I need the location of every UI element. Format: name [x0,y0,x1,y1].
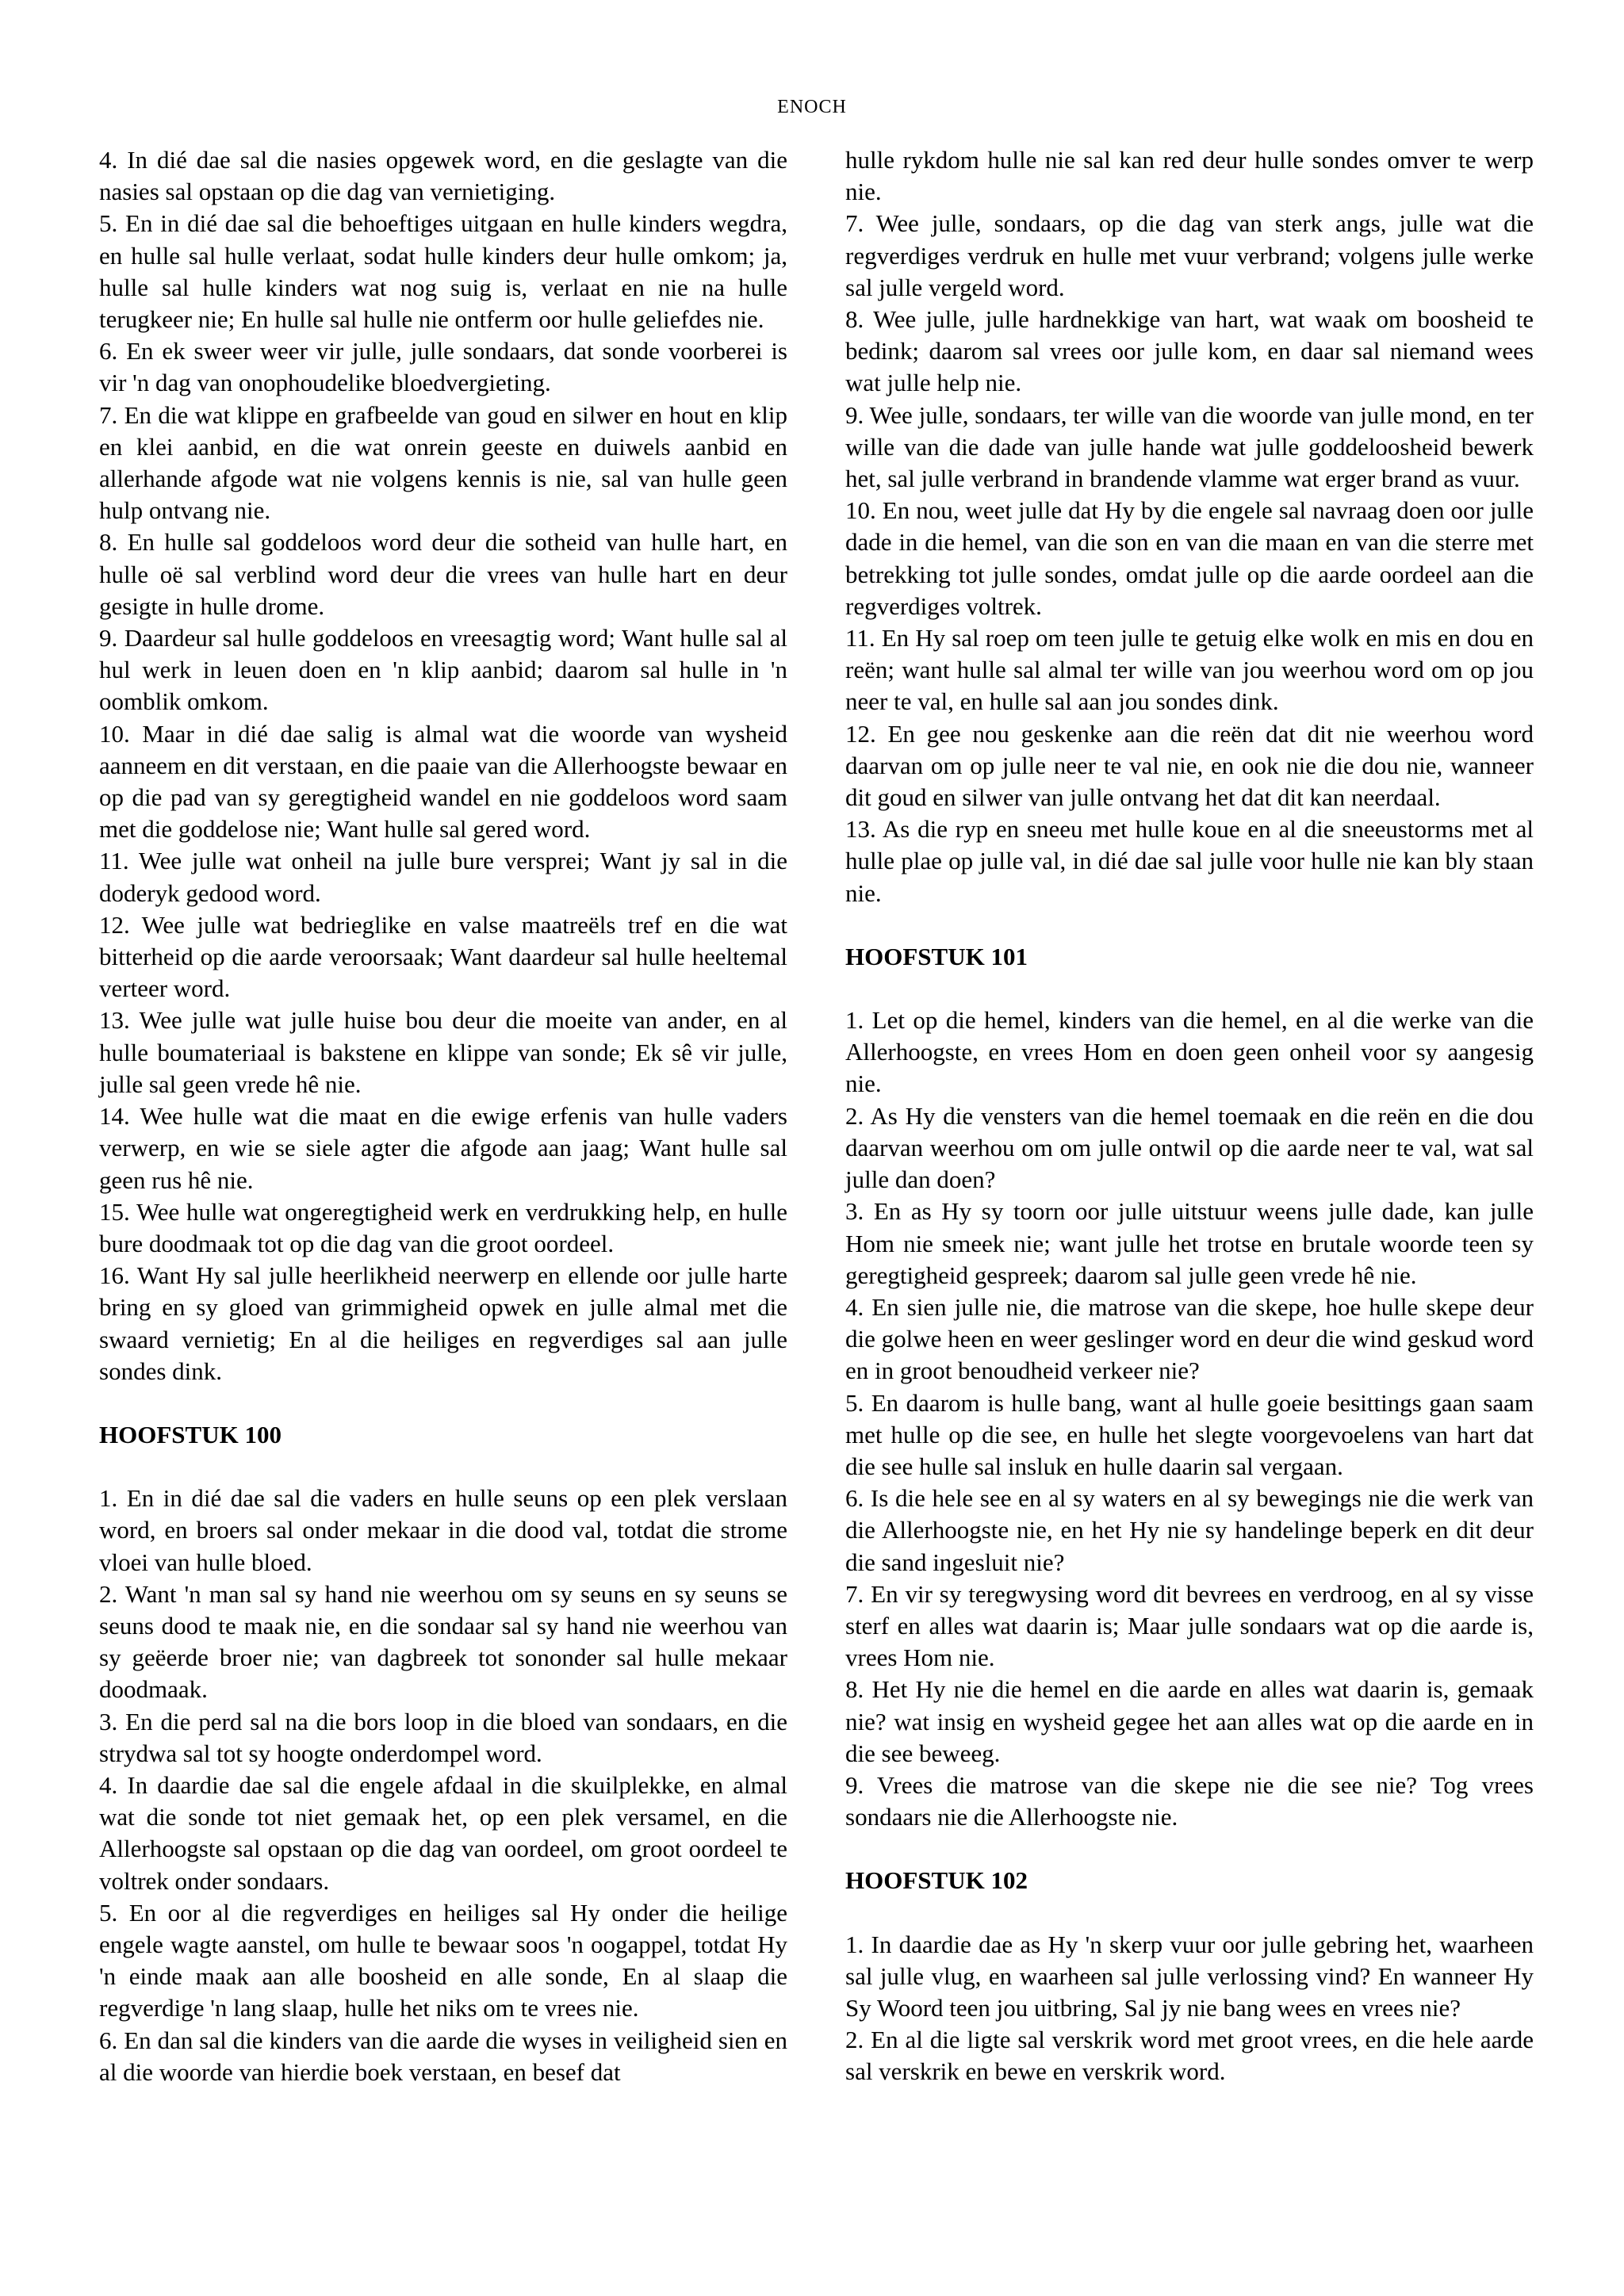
verse-paragraph: 13. As die ryp en sneeu met hulle koue en al die sneeustorms met al hulle plae op julle val, in dié dae sal julle voor hulle nie kan bly staan nie. [845,815,1534,907]
verse-paragraph: 16. Want Hy sal julle heerlikheid neerwerp en ellende oor julle harte bring en sy gloed van grimmigheid opwek en julle almal met die swaard vernietig; En al die heiliges en regverdiges sal aan julle sondes dink. [99,1261,787,1385]
verse-paragraph: 3. En die perd sal na die bors loop in die bloed van sondaars, en die strydwa sal tot sy hoogte onderdompel word. [99,1707,787,1767]
verse-paragraph: 3. En as Hy sy toorn oor julle uitstuur weens julle dade, kan julle Hom nie smeek nie; want julle het trotse en brutale woorde teen sy geregtigheid gespreek; daarom sal julle geen vrede hê nie. [845,1197,1534,1289]
chapter-heading-102: HOOFSTUK 102 [845,1866,1028,1895]
verse-paragraph: 4. En sien julle nie, die matrose van die skepe, hoe hulle skepe deur die golwe heen en weer geslinger word en deur die wind geskud word en in groot benoudheid verkeer nie? [845,1292,1534,1385]
right-column [845,144,1534,2088]
verse-paragraph: 10. Maar in dié dae salig is almal wat die woorde van wysheid aanneem en dit verstaan, en die paaie van die Allerhoogste bewaar en op die pad van sy geregtigheid wandel en nie goddeloos word saam met die goddelose nie; Want hulle sal gered word. [99,719,787,844]
verse-paragraph: 7. En vir sy teregwysing word dit bevrees en verdroog, en al sy visse sterf en alles wat daarin is; Maar julle sondaars wat op die aarde is, vrees Hom nie. [845,1579,1534,1672]
verse-paragraph: 7. Wee julle, sondaars, op die dag van sterk angs, julle wat die regverdiges verdruk en hulle met vuur verbrand; volgens julle werke sal julle vergeld word. [845,209,1534,301]
verse-paragraph: 1. Let op die hemel, kinders van die hemel, en al die werke van die Allerhoogste, en vrees Hom en doen geen onheil voor sy aangesig nie. [845,1006,1534,1098]
verse-paragraph: 2. As Hy die vensters van die hemel toemaak en die reën en die dou daarvan weerhou om om julle ontwil op die aarde neer te val, wat sal julle dan doen? [845,1101,1534,1194]
left-column [99,144,787,2088]
verse-paragraph: 12. Wee julle wat bedrieglike en valse maatreëls tref en die wat bitterheid op die aarde veroorsaak; Want daardeur sal hulle heeltemal verteer word. [99,910,787,1003]
running-header: ENOCH [777,97,847,117]
verse-paragraph: 5. En daarom is hulle bang, want al hulle goeie besittings gaan saam met hulle op die see, en hulle het slegte voorgevoelens van hart dat die see hulle sal insluk en hulle daarin sal vergaan. [845,1388,1534,1480]
verse-paragraph: 7. En die wat klippe en grafbeelde van goud en silwer en hout en klip en klei aanbid, en die wat onrein geeste en duiwels aanbid en allerhande afgode wat nie volgens kennis is nie, sal van hulle geen hulp ontvang nie. [99,400,787,525]
verse-paragraph: 6. En dan sal die kinders van die aarde die wyses in veiligheid sien en al die woorde van hierdie boek verstaan, en besef dat [99,2026,787,2086]
verse-paragraph: 10. En nou, weet julle dat Hy by die engele sal navraag doen oor julle dade in die hemel, van die son en van die maan en van die sterre met betrekking tot julle sondes, omdat julle op die aarde oordeel aan die regverdiges voltrek. [845,496,1534,620]
verse-paragraph: 2. En al die ligte sal verskrik word met groot vrees, en die hele aarde sal verskrik en bewe en verskrik word. [845,2026,1534,2086]
verse-paragraph: 14. Wee hulle wat die maat en die ewige erfenis van hulle vaders verwerp, en wie se siele agter die afgode aan jaag; Want hulle sal geen rus hê nie. [99,1102,787,1194]
verse-paragraph: 8. En hulle sal goddeloos word deur die sotheid van hulle hart, en hulle oë sal verblind word deur die vrees van hulle hart en deur gesigte in hulle drome. [99,528,787,620]
verse-paragraph: 11. En Hy sal roep om teen julle te getuig elke wolk en mis en dou en reën; want hulle sal almal ter wille van jou weerhou word om op jou neer te val, en hulle sal aan jou sondes dink. [845,624,1534,716]
verse-paragraph: 9. Vrees die matrose van die skepe nie die see nie? Tog vrees sondaars nie die Allerhoogste nie. [845,1770,1534,1831]
verse-paragraph: 8. Wee julle, julle hardnekkige van hart, wat waak om boosheid te bedink; daarom sal vrees oor julle kom, en daar sal niemand wees wat julle help nie. [845,305,1534,397]
verse-paragraph: 5. En in dié dae sal die behoeftiges uitgaan en hulle kinders wegdra, en hulle sal hulle verlaat, sodat hulle kinders deur hulle omkom; ja, hulle sal hulle kinders wat nog suig is, verlaat en nie na hulle terugkeer nie; En hulle sal hulle nie ontferm oor hulle geliefdes nie. [99,209,787,334]
verse-paragraph: 5. En oor al die regverdiges en heiliges sal Hy onder die heilige engele wagte aanstel, om hulle te bewaar soos 'n oogappel, totdat Hy 'n einde maak aan alle boosheid en alle sonde, En al slaap die regverdige 'n lang slaap, hulle het niks om te vrees nie. [99,1898,787,2022]
verse-paragraph: 1. En in dié dae sal die vaders en hulle seuns op een plek verslaan word, en broers sal onder mekaar in die dood val, totdat die strome vloei van hulle bloed. [99,1484,787,1576]
verse-paragraph: 4. In daardie dae sal die engele afdaal in die skuilplekke, en almal wat die sonde tot niet gemaak het, op een plek versamel, en die Allerhoogste sal opstaan op die dag van oordeel, om groot oordeel te voltrek onder sondaars. [99,1770,787,1895]
verse-paragraph: 6. Is die hele see en al sy waters en al sy bewegings nie die werk van die Allerhoogste nie, en het Hy nie sy handelinge beperk en dit deur die sand ingesluit nie? [845,1484,1534,1576]
verse-paragraph: 11. Wee julle wat onheil na julle bure versprei; Want jy sal in die doderyk gedood word. [99,847,787,907]
verse-paragraph: 4. In dié dae sal die nasies opgewek word, en die geslagte van die nasies sal opstaan op die dag van vernietiging. [99,146,787,206]
verse-paragraph: 6. En ek sweer weer vir julle, julle sondaars, dat sonde voorberei is vir 'n dag van onophoudelike bloedvergieting. [99,337,787,397]
verse-paragraph: 15. Wee hulle wat ongeregtigheid werk en verdrukking help, en hulle bure doodmaak tot op die dag van die groot oordeel. [99,1197,787,1257]
verse-paragraph: 8. Het Hy nie die hemel en die aarde en alles wat daarin is, gemaak nie? wat insig en wysheid gegee het aan alles wat op die aarde en in die see beweeg. [845,1675,1534,1767]
verse-paragraph: 12. En gee nou geskenke aan die reën dat dit nie weerhou word daarvan om op julle neer te val nie, en ook nie die dou nie, wanneer dit goud en silwer van julle ontvang het dat dit kan neerdaal. [845,719,1534,812]
chapter-heading-101: HOOFSTUK 101 [845,942,1028,970]
verse-paragraph: 2. Want 'n man sal sy hand nie weerhou om sy seuns en sy seuns se seuns dood te maak nie, en die sondaar sal sy hand nie weerhou van sy geëerde broer nie; van dagbreek tot sononder sal hulle mekaar doodmaak. [99,1579,787,1704]
chapter-heading-100: HOOFSTUK 100 [99,1420,282,1448]
verse-paragraph: 13. Wee julle wat julle huise bou deur die moeite van ander, en al hulle boumateriaal is bakstene en klippe van sonde; Ek sê vir julle, julle sal geen vrede hê nie. [99,1006,787,1098]
verse-paragraph: 1. In daardie dae as Hy 'n skerp vuur oor julle gebring het, waarheen sal julle vlug, en waarheen sal julle verlossing vind? En wanneer Hy Sy Woord teen jou uitbring, Sal jy nie bang wees en vrees nie? [845,1930,1534,2022]
verse-paragraph: 9. Daardeur sal hulle goddeloos en vreesagtig word; Want hulle sal al hul werk in leuen doen en 'n klip aanbid; daarom sal hulle in 'n oomblik omkom. [99,624,787,716]
verse-paragraph: hulle rykdom hulle nie sal kan red deur hulle sondes omver te werp nie. [845,146,1534,206]
verse-paragraph: 9. Wee julle, sondaars, ter wille van die woorde van julle mond, en ter wille van die dade van julle hande wat julle goddeloosheid bewerk het, sal julle verbrand in brandende vlamme wat erger brand as vuur. [845,400,1534,493]
